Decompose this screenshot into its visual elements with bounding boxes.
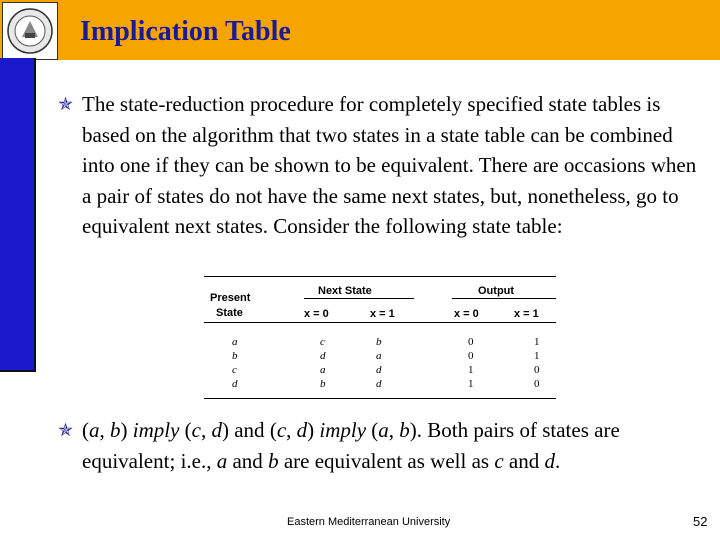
header-rule-output xyxy=(452,298,556,299)
table-cell-next-state: c xyxy=(320,336,325,348)
subheader-rule xyxy=(204,322,556,323)
table-cell-state: a xyxy=(232,336,238,348)
output-header: Output xyxy=(478,285,515,297)
state-table xyxy=(204,276,556,400)
table-cell-next-state: d xyxy=(376,364,382,376)
table-cell-next-state: a xyxy=(320,364,326,376)
table-cell-output: 1 xyxy=(534,350,540,362)
table-cell-output: 0 xyxy=(468,350,474,362)
present-header-2: State xyxy=(216,307,243,319)
table-cell-output: 1 xyxy=(534,336,540,348)
table-cell-state: b xyxy=(232,350,238,362)
slide-title: Implication Table xyxy=(80,16,291,47)
table-cell-next-state: a xyxy=(376,350,382,362)
subheader-next-x0: x = 0 xyxy=(304,308,329,320)
side-accent-bar xyxy=(0,58,36,372)
subheader-out-x0: x = 0 xyxy=(454,308,479,320)
present-header-1: Present xyxy=(210,292,251,304)
bullet-text: The state-reduction procedure for completely specified state tables is based on the algorithm that two states in a state table can be combined into one if they can be shown to be equivalent. There are occasions when a pair of states do not have the same next states, but, nonetheless, go to equivalent next states. Consider the following state table: xyxy=(82,92,697,238)
table-cell-output: 0 xyxy=(534,378,540,390)
next-state-header: Next State xyxy=(318,285,372,297)
bullet-item xyxy=(58,415,708,477)
table-cell-output: 1 xyxy=(468,364,474,376)
star-bullet-icon: ✯ xyxy=(58,94,74,114)
bullet-item xyxy=(58,89,708,274)
table-top-rule xyxy=(204,276,556,277)
table-bottom-rule xyxy=(204,398,556,399)
university-logo-icon xyxy=(2,2,58,60)
table-cell-next-state: b xyxy=(376,336,382,348)
bullet-text: (a, b) imply (c, d) and (c, d) imply (a, b). Both pairs of states are equivalent; i.e., a and b are equivalent as well as c and d. xyxy=(82,418,620,473)
table-cell-output: 0 xyxy=(468,336,474,348)
table-cell-output: 0 xyxy=(534,364,540,376)
subheader-out-x1: x = 1 xyxy=(514,308,539,320)
table-cell-next-state: d xyxy=(376,378,382,390)
header-rule-next xyxy=(304,298,414,299)
footer-text: Eastern Mediterranean University xyxy=(287,516,451,528)
page-number: 52 xyxy=(693,514,708,529)
table-cell-next-state: b xyxy=(320,378,326,390)
table-cell-next-state: d xyxy=(320,350,326,362)
star-bullet-icon: ✯ xyxy=(58,420,74,440)
table-cell-output: 1 xyxy=(468,378,474,390)
subheader-next-x1: x = 1 xyxy=(370,308,395,320)
table-cell-state: d xyxy=(232,378,238,390)
table-cell-state: c xyxy=(232,364,237,376)
